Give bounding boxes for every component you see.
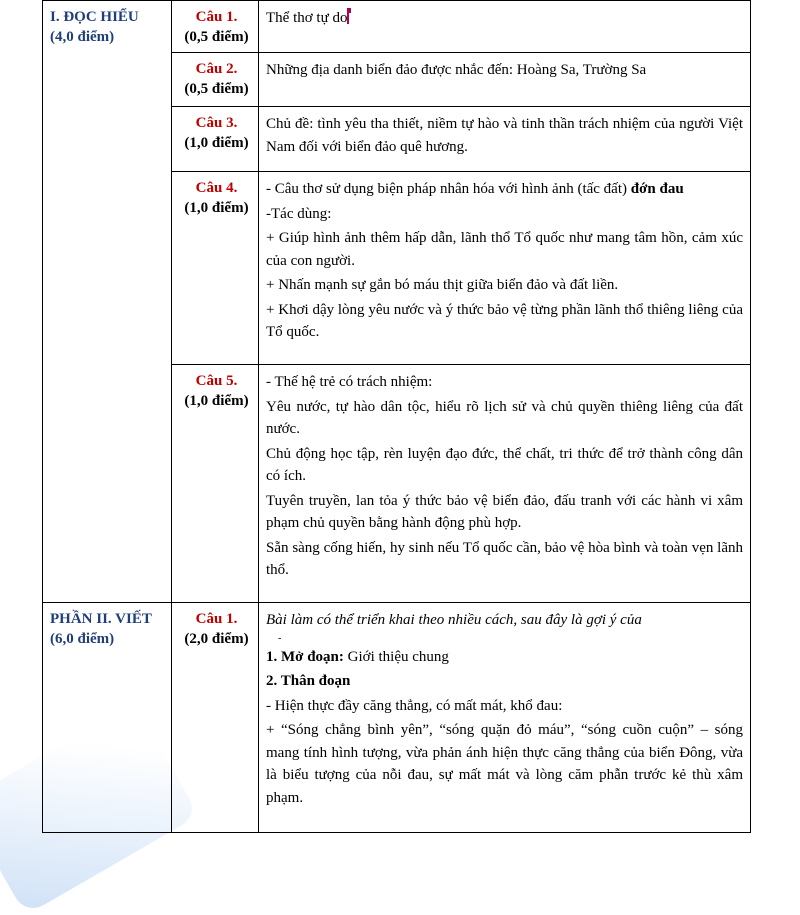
question-5-cell: [172, 365, 259, 603]
question-3-cell: [172, 107, 259, 172]
answer-4-line1-bold: đớn đau: [630, 181, 684, 197]
question-3-points: (1,0 điểm): [184, 135, 249, 151]
answer-4-cell[interactable]: [259, 172, 751, 365]
answer-4-line4: + Nhấn mạnh sự gắn bó máu thịt giữa biển đảo và đất liền.: [266, 277, 619, 293]
answer-5-line2: Yêu nước, tự hào dân tộc, hiểu rõ lịch sử và chủ quyền thiêng liêng của đất nước.: [266, 398, 743, 437]
writing-dash: -: [278, 632, 282, 644]
writing-question-1-points: (2,0 điểm): [184, 631, 249, 647]
answer-5-line5: Sẵn sàng cống hiến, hy sinh nếu Tổ quốc cần, bảo vệ hòa bình và toàn vẹn lãnh thổ.: [266, 539, 743, 578]
answer-5-cell[interactable]: [259, 365, 751, 603]
answer-1-text: Thể thơ tự do: [266, 10, 348, 26]
writing-heading-1: 1. Mở đoạn:: [266, 648, 344, 665]
writing-line2: + “Sóng chẳng bình yên”, “sóng quặn đỏ máu”, “sóng cuồn cuộn” – sóng mang tính hình tượng, vừa phản ánh hiện thực căng thẳng của biển Đông, vừa là biểu tượng của nỗi đau, sự mất mát và lòng căm phẫn trước kẻ thù xâm phạm.: [266, 722, 743, 806]
writing-answer-1-cell[interactable]: [259, 603, 751, 833]
question-5-title: Câu 5.: [195, 373, 238, 389]
writing-line1: - Hiện thực đầy căng thẳng, có mất mát, khổ đau:: [266, 697, 563, 714]
question-4-title: Câu 4.: [195, 180, 238, 196]
question-4-points: (1,0 điểm): [184, 200, 249, 216]
answer-5-line1: - Thế hệ trẻ có trách nhiệm:: [266, 374, 433, 390]
question-2-title: Câu 2.: [195, 61, 238, 77]
answer-3-cell[interactable]: [259, 107, 751, 172]
answer-4-line5: + Khơi dậy lòng yêu nước và ý thức bảo vệ từng phần lãnh thổ thiêng liêng của Tổ quốc.: [266, 301, 743, 340]
question-1-points: (0,5 điểm): [184, 29, 249, 45]
section-reading-title: I. ĐỌC HIỂU: [50, 9, 139, 25]
section-writing-points: (6,0 điểm): [50, 631, 115, 647]
answer-4-line1: - Câu thơ sử dụng biện pháp nhân hóa với hình ảnh (tấc đất): [266, 181, 631, 197]
writing-question-1-cell: [172, 603, 259, 833]
question-2-cell: [172, 53, 259, 107]
answer-4-line2: -Tác dùng:: [266, 205, 332, 222]
answer-key-table: [42, 0, 751, 833]
writing-question-1-title: Câu 1.: [195, 611, 238, 627]
section-writing-cell: [43, 603, 172, 833]
question-4-cell: [172, 172, 259, 365]
answer-5-line3: Chủ động học tập, rèn luyện đạo đức, thể chất, tri thức để trở thành công dân có ích.: [266, 445, 743, 484]
answer-2-cell[interactable]: [259, 53, 751, 107]
answer-3-text: Chủ đề: tình yêu tha thiết, niềm tự hào và tinh thần trách nhiệm của người Việt Nam đối với biển đảo quê hương.: [266, 116, 743, 155]
section-reading-points: (4,0 điểm): [50, 29, 115, 45]
question-2-points: (0,5 điểm): [184, 81, 249, 97]
answer-5-line4: Tuyên truyền, lan tỏa ý thức bảo vệ biển đảo, đấu tranh với các hành vi xâm phạm chủ quyền bằng hành động phù hợp.: [266, 492, 743, 531]
question-3-title: Câu 3.: [195, 115, 238, 131]
question-1-title: Câu 1.: [195, 9, 238, 25]
writing-heading-2: 2. Thân đoạn: [266, 673, 351, 689]
answer-4-line3: + Giúp hình ảnh thêm hấp dẫn, lãnh thổ Tổ quốc như mang tâm hồn, cảm xúc của con người.: [266, 230, 743, 269]
answer-1-cell[interactable]: [259, 1, 751, 53]
question-1-cell: [172, 1, 259, 53]
answer-2-text: Những địa danh biển đảo được nhắc đến: Hoàng Sa, Trường Sa: [266, 62, 647, 78]
section-writing-title: PHẦN II. VIẾT: [50, 611, 152, 627]
section-reading-cell: [43, 1, 172, 603]
table-row-q1: [43, 1, 751, 53]
table-row-writing-q1: [43, 603, 751, 833]
question-5-points: (1,0 điểm): [184, 393, 249, 409]
writing-heading-1-text: Giới thiệu chung: [343, 648, 449, 665]
text-cursor: [347, 8, 349, 24]
writing-intro: Bài làm có thể triển khai theo nhiều cách, sau đây là gợi ý của: [266, 612, 642, 628]
